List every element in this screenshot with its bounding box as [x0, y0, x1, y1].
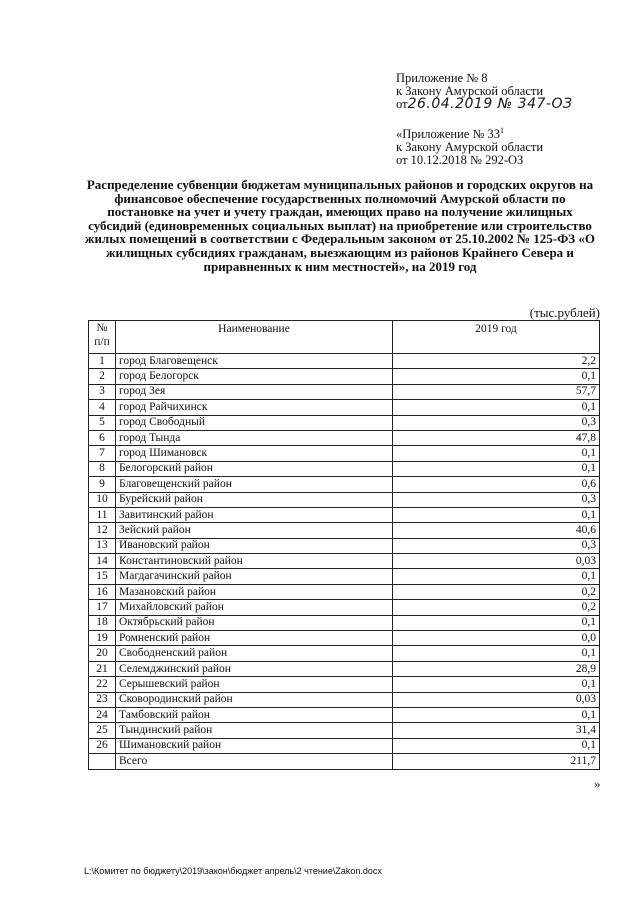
row-number: 8 — [89, 461, 116, 476]
appendix-date-line — [396, 98, 572, 111]
table-row — [89, 738, 600, 753]
row-value: 0,03 — [393, 554, 600, 569]
row-number: 14 — [89, 554, 116, 569]
superscript: 1 — [500, 126, 505, 135]
row-name: Завитинский район — [116, 507, 393, 522]
row-number: 18 — [89, 615, 116, 630]
header-name: Наименование — [116, 321, 393, 354]
row-number: 12 — [89, 523, 116, 538]
row-number: 25 — [89, 723, 116, 738]
table-row — [89, 400, 600, 415]
row-number: 13 — [89, 538, 116, 553]
table-row — [89, 523, 600, 538]
row-number: 21 — [89, 661, 116, 676]
subsidy-table — [88, 320, 600, 770]
row-number: 17 — [89, 600, 116, 615]
row-number: 16 — [89, 584, 116, 599]
row-value: 0,03 — [393, 692, 600, 707]
row-name: город Шимановск — [116, 446, 393, 461]
table-row — [89, 707, 600, 722]
appendix-number: Приложение № 8 — [396, 71, 488, 85]
header-num — [89, 321, 116, 354]
table-row — [89, 492, 600, 507]
appendix-header — [396, 72, 572, 111]
table-row — [89, 538, 600, 553]
row-number: 19 — [89, 631, 116, 646]
row-value: 0,3 — [393, 415, 600, 430]
table-row — [89, 415, 600, 430]
row-value: 57,7 — [393, 384, 600, 399]
row-name: Сковородинский район — [116, 692, 393, 707]
appendix-law-ref: к Закону Амурской области — [396, 84, 544, 98]
previous-appendix-law-ref: к Закону Амурской области — [396, 140, 544, 155]
row-number: 3 — [89, 384, 116, 399]
footer-file-path: L:\Комитет по бюджету\2019\закон\бюджет апрель\2 чтение\Zakon.docx — [84, 866, 382, 876]
row-name: Магдагачинский район — [116, 569, 393, 584]
row-value: 0,1 — [393, 646, 600, 661]
row-value: 0,1 — [393, 677, 600, 692]
row-name: Ивановский район — [116, 538, 393, 553]
row-number: 2 — [89, 369, 116, 384]
row-name: Тындинский район — [116, 723, 393, 738]
row-value: 0,1 — [393, 400, 600, 415]
row-name: Серышевский район — [116, 677, 393, 692]
row-name: Бурейский район — [116, 492, 393, 507]
row-name: Константиновский район — [116, 554, 393, 569]
row-number: 9 — [89, 477, 116, 492]
row-value: 0,0 — [393, 631, 600, 646]
table-row — [89, 384, 600, 399]
previous-appendix-header — [396, 124, 543, 167]
row-number: 11 — [89, 507, 116, 522]
header-num-line2: п/п — [94, 336, 110, 348]
table-row — [89, 584, 600, 599]
row-value: 0,2 — [393, 584, 600, 599]
row-name: Михайловский район — [116, 600, 393, 615]
table-row — [89, 477, 600, 492]
table-header-row — [89, 321, 600, 354]
total-label: Всего — [116, 754, 393, 769]
previous-appendix-number: «Приложение № $33^1$ — [396, 126, 505, 142]
table-row — [89, 600, 600, 615]
row-number: 22 — [89, 677, 116, 692]
row-value: 2,2 — [393, 354, 600, 369]
row-number: 15 — [89, 569, 116, 584]
row-number: 5 — [89, 415, 116, 430]
row-value: 0,1 — [393, 615, 600, 630]
row-value: 0,1 — [393, 369, 600, 384]
units-label: (тыс.рублей) — [529, 305, 600, 320]
header-year: 2019 год — [393, 321, 600, 354]
row-name: Селемджинский район — [116, 661, 393, 676]
row-name: город Благовещенск — [116, 354, 393, 369]
table-row — [89, 430, 600, 445]
row-value: 40,6 — [393, 523, 600, 538]
row-value: 0,2 — [393, 600, 600, 615]
appendix-date-prefix: от — [396, 97, 408, 111]
row-name: Октябрьский район — [116, 615, 393, 630]
table-row — [89, 369, 600, 384]
table-row — [89, 661, 600, 676]
table-row — [89, 615, 600, 630]
table-total-row — [89, 754, 600, 769]
table-row — [89, 461, 600, 476]
row-name: город Зея — [116, 384, 393, 399]
row-name: Белогорский район — [116, 461, 393, 476]
row-name: Свободненский район — [116, 646, 393, 661]
row-name: Ромненский район — [116, 631, 393, 646]
row-number: 20 — [89, 646, 116, 661]
row-value: 28,9 — [393, 661, 600, 676]
table-row — [89, 723, 600, 738]
row-name: Тамбовский район — [116, 707, 393, 722]
row-value: 0,1 — [393, 707, 600, 722]
table-row — [89, 507, 600, 522]
row-value: 0,1 — [393, 569, 600, 584]
closing-quote: » — [594, 776, 601, 791]
row-number: 23 — [89, 692, 116, 707]
table-body — [89, 354, 600, 770]
total-value: 211,7 — [393, 754, 600, 769]
row-number: 26 — [89, 738, 116, 753]
row-value: 0,1 — [393, 461, 600, 476]
row-value: 0,3 — [393, 538, 600, 553]
row-value: 0,1 — [393, 446, 600, 461]
row-number: 7 — [89, 446, 116, 461]
row-name: город Райчихинск — [116, 400, 393, 415]
table-row — [89, 446, 600, 461]
row-number: 1 — [89, 354, 116, 369]
handwritten-date: 26.04.2019 № 347-ОЗ — [407, 96, 573, 112]
table-row — [89, 354, 600, 369]
row-name: Мазановский район — [116, 584, 393, 599]
row-value: 0,1 — [393, 738, 600, 753]
row-name: город Свободный — [116, 415, 393, 430]
table-row — [89, 692, 600, 707]
row-number: 6 — [89, 430, 116, 445]
row-value: 47,8 — [393, 430, 600, 445]
row-number: 24 — [89, 707, 116, 722]
row-value: 0,6 — [393, 477, 600, 492]
row-value: 31,4 — [393, 723, 600, 738]
header-num-line1: № — [96, 322, 108, 334]
row-name: Благовещенский район — [116, 477, 393, 492]
row-value: 0,3 — [393, 492, 600, 507]
table-row — [89, 677, 600, 692]
table-row — [89, 554, 600, 569]
table-row — [89, 569, 600, 584]
row-number: 4 — [89, 400, 116, 415]
table-row — [89, 646, 600, 661]
previous-appendix-date: от 10.12.2018 № 292-ОЗ — [396, 153, 524, 168]
table-row — [89, 631, 600, 646]
row-number: 10 — [89, 492, 116, 507]
document-title: Распределение субвенции бюджетам муниципальных районов и городских округов на финансовое обеспечение государственных полномочий Амурской области по постановке на учет и учету граждан, имеющих право на получение жилищных субсидий (единовременных социальных выплат) на приобретение или строительство жилых помещений в соответствии с Федеральным законом от 25.10.2002 № 125-ФЗ «О жилищных субсидиях гражданам, выезжающим из районов Крайнего Севера и приравненных к ним местностей», на 2019 год — [85, 177, 595, 274]
row-name: город Тында — [116, 430, 393, 445]
row-value: 0,1 — [393, 507, 600, 522]
row-name: Шимановский район — [116, 738, 393, 753]
row-name: город Белогорск — [116, 369, 393, 384]
total-num-cell — [89, 754, 116, 769]
row-name: Зейский район — [116, 523, 393, 538]
